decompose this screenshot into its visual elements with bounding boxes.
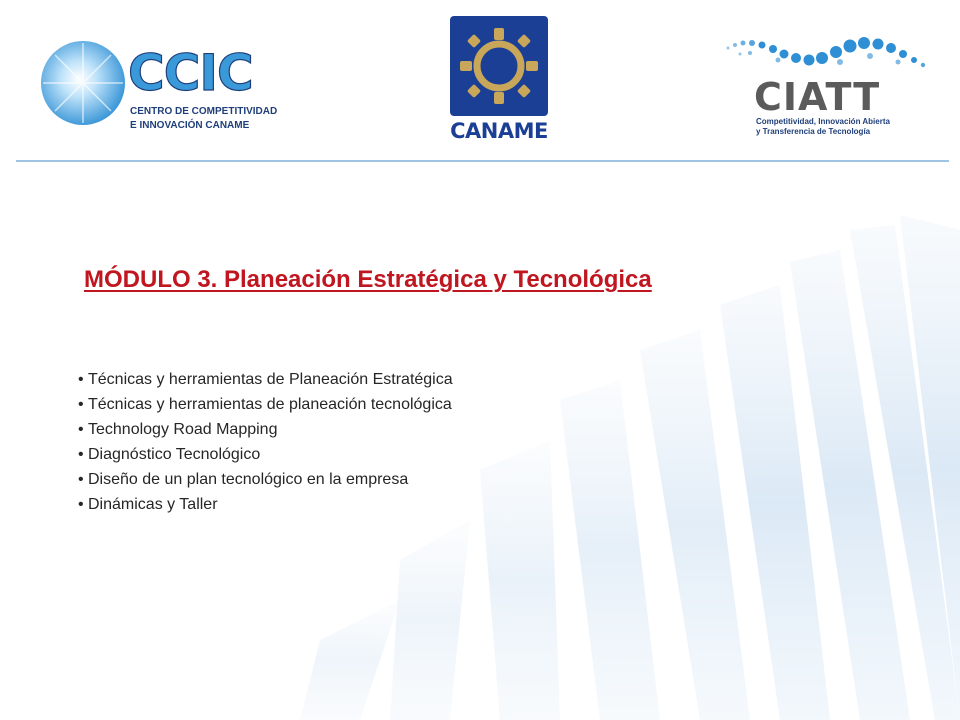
bullet-glyph: • [78,496,84,513]
ccic-tagline-1: CENTRO DE COMPETITIVIDAD [130,106,278,117]
bullet-glyph: • [78,446,84,463]
sunburst-icon [41,41,125,125]
list-item [78,392,453,417]
topic-list [78,367,453,517]
header-divider [16,160,949,162]
bullet-glyph: • [78,396,84,413]
caname-wordmark: CANAME [450,119,548,143]
module-title: MÓDULO 3. Planeación Estratégica y Tecnológica [84,266,652,293]
dot-wave-icon [727,37,926,67]
bullet-glyph: • [78,371,84,388]
ciatt-wordmark: CIATT [754,75,881,119]
list-item-text: Dinámicas y Taller [88,496,218,513]
ccic-wordmark: CCIC [128,44,253,102]
bullet-glyph: • [78,471,84,488]
ring-of-figures-icon [460,28,538,104]
list-item [78,467,453,492]
caname-logo [440,14,558,144]
list-item-text: Técnicas y herramientas de planeación tecnológica [88,396,452,413]
list-item [78,417,453,442]
ciatt-logo [720,34,932,140]
list-item [78,367,453,392]
ccic-tagline-2: E INNOVACIÓN CANAME [130,120,250,131]
list-item [78,492,453,517]
ciatt-tagline-1: Competitividad, Innovación Abierta [756,117,890,126]
list-item-text: Diseño de un plan tecnológico en la empresa [88,471,409,488]
ccic-logo [36,38,286,138]
list-item-text: Diagnóstico Tecnológico [88,446,261,463]
list-item [78,442,453,467]
list-item-text: Technology Road Mapping [88,421,278,438]
bullet-glyph: • [78,421,84,438]
list-item-text: Técnicas y herramientas de Planeación Estratégica [88,371,453,388]
ciatt-tagline-2: y Transferencia de Tecnología [756,127,871,136]
